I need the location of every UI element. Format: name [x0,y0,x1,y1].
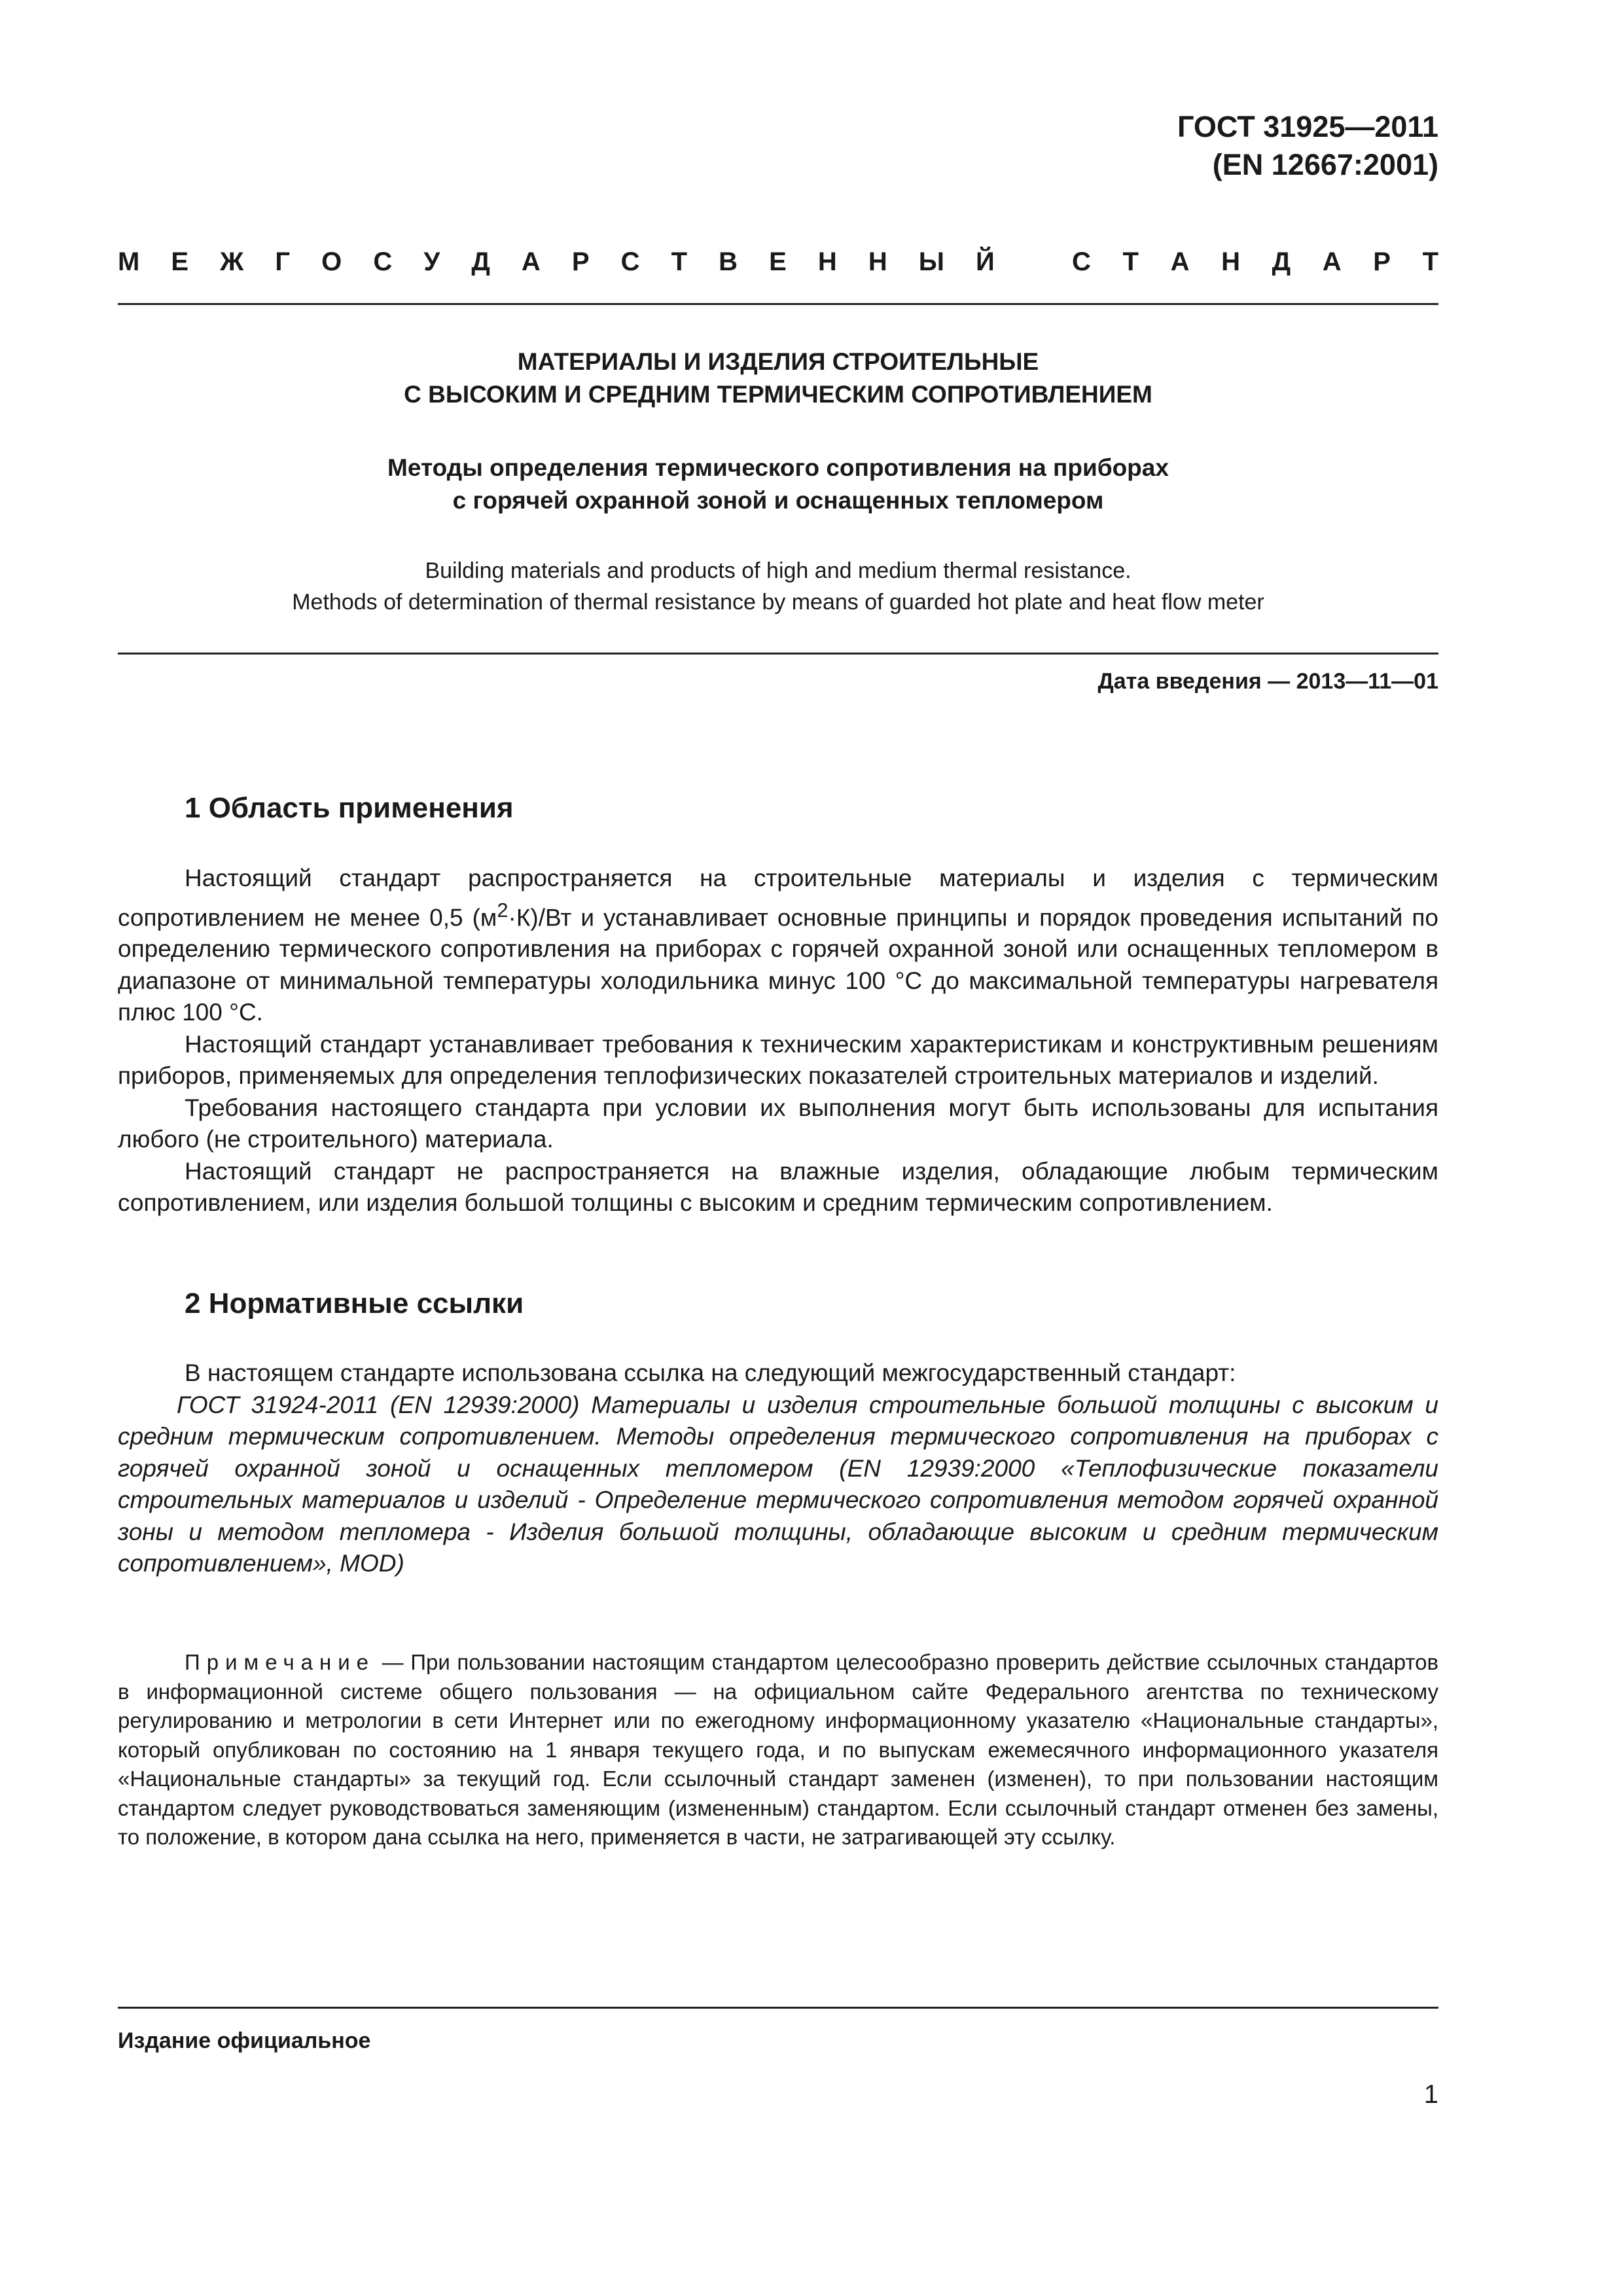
banner-letter: С [373,247,393,276]
section-scope-body [118,863,1438,1219]
divider-footer [118,2007,1438,2009]
page-number: 1 [1423,2080,1438,2109]
note-label: Примечание [185,1650,376,1674]
banner-word-standard [1072,247,1438,277]
english-title [118,555,1438,618]
banner-letter: У [423,247,440,276]
banner-letter: Г [275,247,291,276]
banner-letter: В [719,247,738,276]
banner-letter: А [1170,247,1190,276]
banner-letter: С [620,247,640,276]
banner-letter: Р [1373,247,1391,276]
note-paragraph [118,1648,1438,1852]
banner-letter: А [521,247,541,276]
scope-p1-text-b: ·К)/Вт и устанавливает основные принципы и порядок проведения испытаний по определению термического сопротивления на приборах с горячей охранной зоной или оснащенных тепломером в диапазоне от минимальной температуры холодильника минус 100 °С до максимальной температуры нагревателя плюс 100 °С. [118,903,1438,1026]
scope-p1-text-a: Настоящий стандарт распространяется на строительные материалы и изделия с термическим сопротивлением не менее 0,5 (м [118,865,1438,931]
title-line-2: С ВЫСОКИМ И СРЕДНИМ ТЕРМИЧЕСКИМ СОПРОТИВЛЕНИЕМ [404,381,1152,408]
banner-letter: Т [1422,247,1438,276]
banner-letter: Е [171,247,189,276]
scope-paragraph-1 [118,863,1438,1029]
banner-letter: М [118,247,140,276]
banner-letter: А [1322,247,1342,276]
banner-letter: Н [1221,247,1240,276]
section-heading-scope: 1 Область применения [185,792,514,824]
divider-top [118,303,1438,305]
references-intro: В настоящем стандарте использована ссылка на следующий межгосударственный стандарт: [185,1359,1236,1386]
note-block [118,1648,1438,1852]
standard-designation [980,108,1438,184]
interstate-standard-banner [118,242,1438,281]
banner-letter: Н [868,247,887,276]
banner-letter: Р [571,247,590,276]
section-heading-references: 2 Нормативные ссылки [185,1287,524,1319]
banner-letter: Й [976,247,995,276]
banner-letter: Т [1122,247,1139,276]
section-references-body [118,1357,1438,1580]
note-text: — При пользовании настоящим стандартом целесообразно проверить действие ссылочных стандартов в информационной системе общего пользования — на официальном сайте Федерального агентства по техническому регулированию и метрологии в сети Интернет или по ежегодному информационному указателю «Национальные стандарты», который опубликован по состоянию на 1 января текущего года, и по выпускам ежемесячного информационного указателя «Национальные стандарты» за текущий год. Если ссылочный стандарт заменен (изменен), то при пользовании настоящим стандартом следует руководствоваться заменяющим (измененным) стандартом. Если ссылочный стандарт отменен без замены, то положение, в котором дана ссылка на него, применяется в части, не затрагивающей эту ссылку. [118,1650,1438,1849]
title-line-1: МАТЕРИАЛЫ И ИЗДЕЛИЯ СТРОИТЕЛЬНЫЕ [517,348,1039,375]
document-title [118,346,1438,411]
banner-letter: Н [817,247,837,276]
subtitle-line-1: Методы определения термического сопротивления на приборах [387,454,1169,481]
subtitle-line-2: с горячей охранной зоной и оснащенных тепломером [452,487,1104,514]
scope-paragraph-3: Требования настоящего стандарта при условии их выполнения могут быть использованы для испытания любого (не строительного) материала. [118,1094,1438,1153]
effective-date: Дата введения — 2013—11—01 [1097,669,1438,694]
divider-title [118,653,1438,655]
designation-number: ГОСТ 31925—2011 [1177,110,1438,143]
reference-item: ГОСТ 31924-2011 (EN 12939:2000) Материалы и изделия строительные большой толщины с высоким и средним термическим сопротивлением. Методы определения термического сопротивления на приборах с горячей охранной зоной и оснащенных тепломером (EN 12939:2000 «Теплофизические показатели строительных материалов и изделий - Определение термического сопротивления методом горячей охранной зоны и методом тепломера - Изделия большой толщины, обладающие высоким и средним термическим сопротивлением», MOD) [118,1391,1438,1577]
banner-letter: Е [769,247,787,276]
english-title-line-1: Building materials and products of high and medium thermal resistance. [425,558,1132,583]
banner-letter: С [1072,247,1091,276]
document-subtitle [118,452,1438,517]
designation-equivalent: (EN 12667:2001) [1212,148,1438,181]
banner-letter: Т [671,247,688,276]
english-title-line-2: Methods of determination of thermal resistance by means of guarded hot plate and heat flow meter [292,590,1264,615]
banner-letter: Д [1272,247,1291,276]
scope-p1-superscript: 2 [497,898,508,922]
scope-paragraph-2: Настоящий стандарт устанавливает требования к техническим характеристикам и конструктивным решениям приборов, применяемых для определения теплофизических показателей строительных материалов и изделий. [118,1030,1438,1090]
banner-letter: Ж [220,247,244,276]
banner-letter: Д [471,247,490,276]
banner-letter: О [321,247,342,276]
scope-paragraph-4: Настоящий стандарт не распространяется на влажные изделия, обладающие любым термическим сопротивлением, или изделия большой толщины с высоким и средним термическим сопротивлением. [118,1157,1438,1217]
banner-letter: Ы [918,247,944,276]
edition-label: Издание официальное [118,2028,371,2053]
banner-word-interstate [118,247,995,277]
